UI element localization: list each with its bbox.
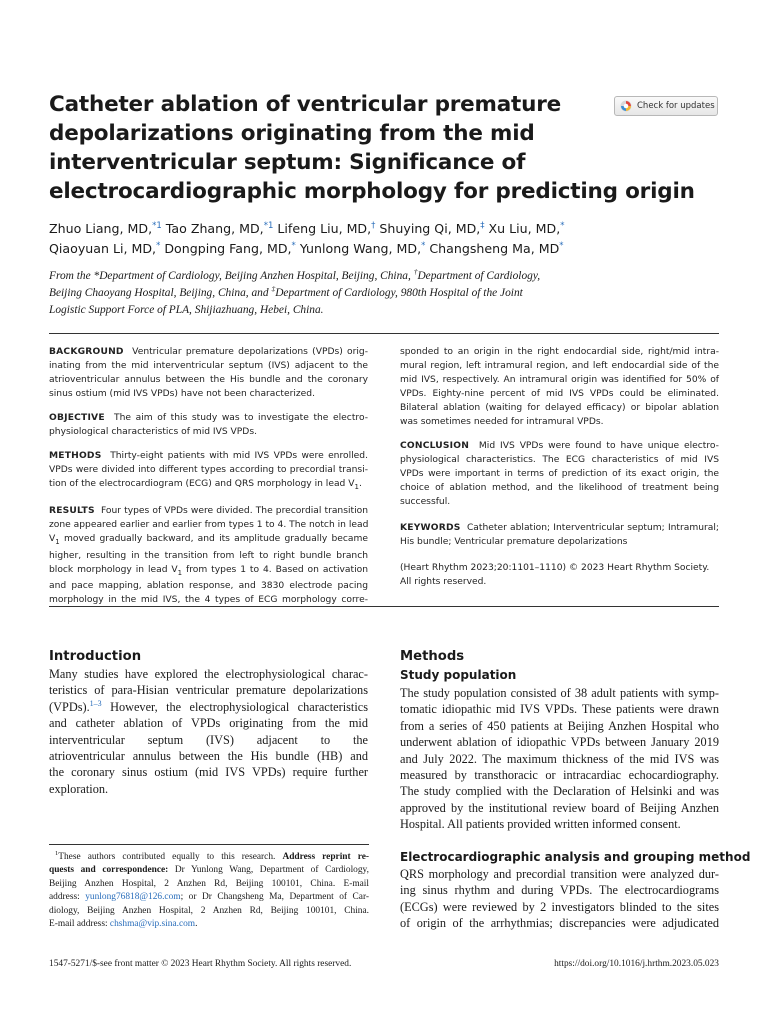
abstract-results-continued: sponded to an origin in the right endocardial side, right/mid intra- mural region, left intramural region, and left endocardial side of the mid IVS, respectively. An intramural origin was identified for 50% of VPDs. Eighty-nine percent of mid IVS VPDs could be eliminated. Bilateral ablation (waiting for delayed efficacy) or bipolar ablation was sometimes needed for intramural VPDs. — [400, 347, 719, 427]
author-list — [49, 219, 729, 259]
author: Yunlong Wang, MD,* — [299, 240, 426, 256]
author: Lifeng Liu, MD,† — [277, 220, 376, 236]
study-population-heading: Study population — [400, 668, 517, 682]
abstract-bottom-rule — [49, 606, 719, 607]
check-for-updates-button[interactable] — [614, 96, 718, 116]
abstract-results: RESULTS Four types of VPDs were divided. The precordial transition zone appeared earlier and earlier from types 1 to 4. The notch in lead $V_1$ moved gradually backward, and its amplitude gradually became higher, resulting in the transition from left to right bundle branch block morphology in lead $V_1$ from types 1 to 4. Based on activation and pace mapping, ablation response, and 3830 electrode pacing morphology in the mid IVS, the 4 types of ECG morphology corre- — [49, 505, 369, 606]
abstract-keywords: KEYWORDS Catheter ablation; Interventricular septum; Intramural; His bundle; Ventricular premature depolarizations — [400, 523, 719, 547]
title-line: electrocardiographic morphology for predicting origin — [49, 179, 695, 204]
abstract-left-column — [49, 345, 368, 607]
introduction-text: Many studies have explored the electrophysiological charac- teristics of para-Hisian ventricular premature depolarizations (VPDs).$^{1-3}$ However, the electrophysiological characteristics and catheter ablation of VPDs originating from the mid interventricular septum (IVS) adjacent to the atrioventricular annulus between the His bundle (HB) and the coronary sinus ostium (mid IVS VPDs) require further exploration. — [49, 667, 368, 796]
abstract-methods: METHODS Thirty-eight patients with mid IVS VPDs were enrolled. VPDs were divided into different types according to precordial transi- tion of the electrocardiogram (ECG) and QRS morphology in lead $V_1$. — [49, 451, 368, 491]
author: Shuying Qi, MD,‡ — [379, 220, 485, 236]
footnote-rule — [49, 844, 369, 845]
title-line: Catheter ablation of ventricular premature — [49, 92, 562, 117]
abstract-right-column — [400, 345, 719, 589]
introduction-heading: Introduction — [49, 649, 142, 664]
citation: (Heart Rhythm 2023;20:1101–1110) © 2023 Heart Rhythm Society. All rights reserved. — [400, 563, 710, 587]
email-link[interactable]: chshma@vip.sina.com — [109, 919, 196, 930]
abstract-objective: OBJECTIVE The aim of this study was to investigate the electro- physiological characteristics of mid IVS VPDs. — [49, 413, 368, 437]
author: Dongping Fang, MD,* — [164, 240, 296, 256]
check-for-updates-label: Check for updates — [637, 101, 715, 111]
ecg-analysis-heading: Electrocardiographic analysis and grouping method — [400, 850, 751, 864]
title-line: interventricular septum: Significance of — [49, 150, 526, 175]
author: Xu Liu, MD,* — [488, 220, 565, 236]
footnote: $^1$These authors contributed equally to this research. Address reprint re- quests and correspondence: Dr Yunlong Wang, Department of Cardiology, Beijing Anzhen Hospital, 2 Anzhen Rd, Beijing 100101, China. E-mail address: yunlong76818@126.com; or Dr Changsheng Ma, Department of Car- diology, Beijing Anzhen Hospital, 2 Anzhen Rd, Beijing 100101, China. E-mail address: chshma@vip.sina.com. — [49, 849, 369, 930]
abstract-background: BACKGROUND Ventricular premature depolarizations (VPDs) orig- inating from the mid interventricular septum (IVS) adjacent to the atrioventricular annulus between the His bundle and the coronary sinus ostium (mid IVS VPDs) have not been characterized. — [49, 347, 368, 399]
ecg-analysis-text: QRS morphology and precordial transition were analyzed dur- ing sinus rhythm and during VPDs. The electrocardiograms (ECGs) were reviewed by 2 investigators blinded to the sites of origin of the arrhythmias; discrepancies were adjudicated — [400, 867, 719, 931]
abstract-conclusion: CONCLUSION Mid IVS VPDs were found to have unique electro- physiological characteristics. The ECG characteristics of mid IVS VPDs were important in terms of prediction of its exact origin, the choice of ablation method, and the likelihood of treatment being successful. — [400, 441, 719, 507]
author: Zhuo Liang, MD,$^{*1}$ — [49, 220, 162, 236]
crossmark-icon — [620, 100, 632, 112]
study-population-text: The study population consisted of 38 adult patients with symp- tomatic idiopathic mid IVS VPDs. These patients were drawn from a series of 450 patients at Beijing Anzhen Hospital who underwent ablation of idiopathic VPDs between January 2019 and July 2022. The maximum thickness of the mid IVS was measured by transthoracic or intracardiac echocardiography. The study complied with the Declaration of Helsinki and was approved by the institutional review board of Beijing Anzhen Hospital. All patients provided written informed consent. — [400, 686, 719, 832]
author: Tao Zhang, MD,$^{*1}$ — [165, 220, 274, 236]
title-line: depolarizations originating from the mid — [49, 121, 535, 146]
email-link[interactable]: yunlong76818@126.com — [85, 892, 181, 903]
copyright-footer: 1547-5271/$-see front matter © 2023 Heart Rhythm Society. All rights reserved. — [49, 959, 352, 969]
author: Qiaoyuan Li, MD,* — [49, 240, 161, 256]
abstract-top-rule — [49, 333, 719, 334]
methods-heading: Methods — [400, 649, 465, 664]
doi-link[interactable]: https://doi.org/10.1016/j.hrthm.2023.05.023 — [554, 959, 719, 969]
affiliations: From the *Department of Cardiology, Beijing Anzhen Hospital, Beijing, China, †Department of Cardiology, Beijing Chaoyang Hospital, Beijing, China, and ‡Department of Cardiology, 980th Hospital of the Joint Logistic Support Force of PLA, Shijiazhuang, Hebei, China. — [49, 267, 541, 316]
reference-link[interactable]: 1–3 — [89, 698, 102, 708]
author: Changsheng Ma, MD* — [429, 240, 564, 256]
